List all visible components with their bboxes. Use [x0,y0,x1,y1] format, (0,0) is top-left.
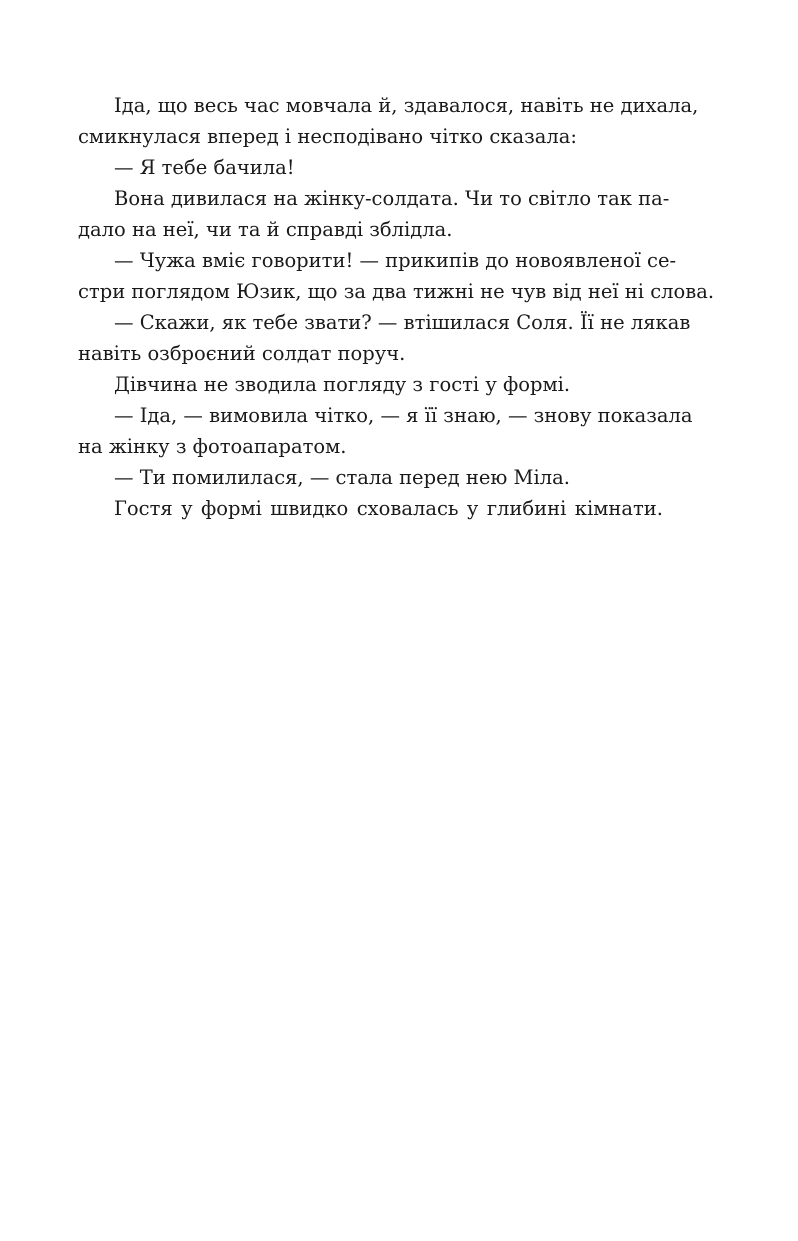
text-line: навіть озброєний солдат поруч. [78,342,406,365]
text-line: — Чужа вміє говорити! — прикипів до новоявленої се- [114,249,677,272]
text-line: стри поглядом Юзик, що за два тижні не чув від неї ні слова. [78,280,715,303]
text-line: дало на неї, чи та й справді зблідла. [78,218,453,241]
text-line: — Я тебе бачила! [114,156,295,179]
text-line: Вона дивилася на жінку-солдата. Чи то світло так па- [114,187,670,210]
text-line: — Іда, — вимовила чітко, — я її знаю, — знову показала [114,404,693,427]
body-text [78,90,715,524]
text-line: Іда, що весь час мовчала й, здавалося, навіть не дихала, [114,94,699,117]
text-line: — Скажи, як тебе звати? — втішилася Соля. Її не лякав [114,311,691,334]
text-line: смикнулася вперед і несподівано чітко сказала: [78,125,577,148]
text-line: Дівчина не зводила погляду з гості у формі. [114,373,571,396]
text-line: Гостя у формі швидко сховалась у глибині кімнати. [114,497,663,520]
text-line: на жінку з фотоапаратом. [78,435,347,458]
text-line: — Ти помилилася, — стала перед нею Міла. [114,466,570,489]
